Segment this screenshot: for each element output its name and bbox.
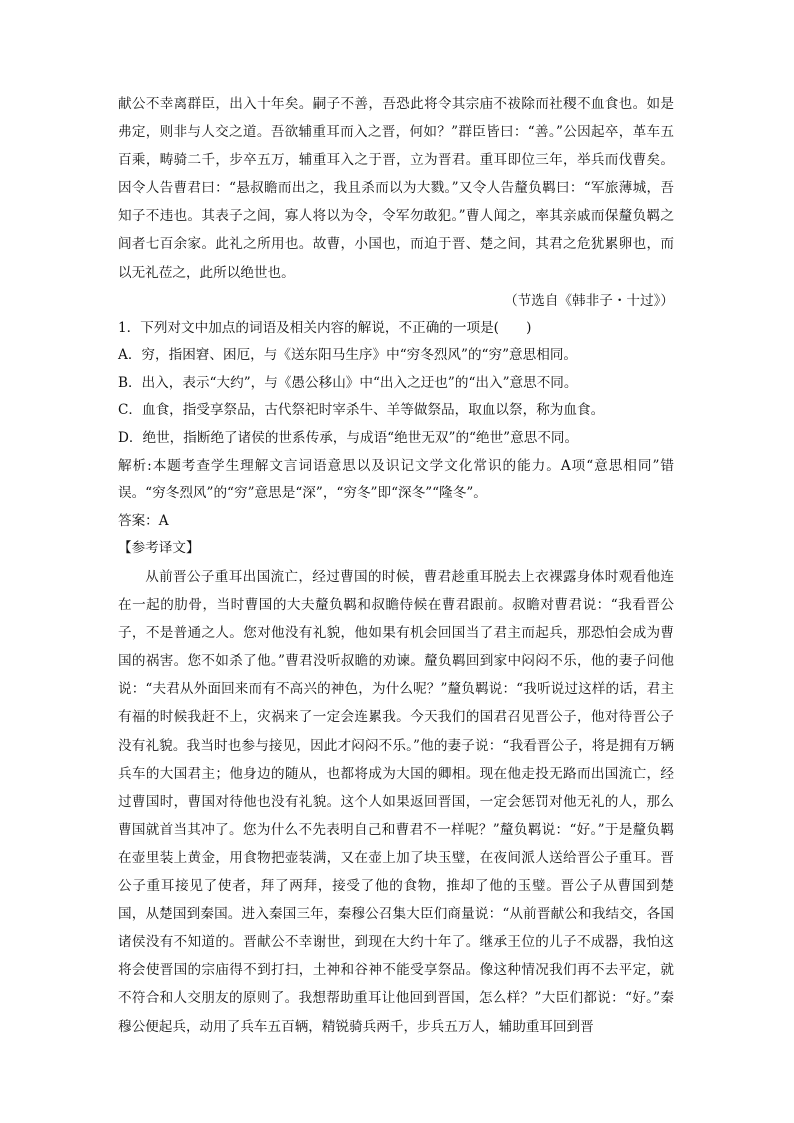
analysis	[118, 453, 674, 508]
option-c: C．血食，指受享祭品，古代祭祀时宰杀牛、羊等做祭品，取血以祭，称为血食。	[118, 402, 605, 419]
translation-heading: 【参考译文】	[118, 540, 200, 557]
analysis-text: 本题考查学生理解文言词语意思以及识记文学文化常识的能力。A项“意思相同”错误。“穷冬烈风”的“穷”意思是“深”，“穷冬”即“深冬”“隆冬”。	[118, 457, 674, 502]
option-d: D．绝世，指断绝了诸侯的世系传承，与成语“绝世无双”的“绝世”意思不同。	[118, 430, 579, 447]
answer-value: A	[158, 512, 169, 529]
translation-text: 从前晋公子重耳出国流亡，经过曹国的时候，曹君趁重耳脱去上衣裸露身体时观看他连在一起的肋骨，当时曹国的大夫釐负羁和叔瞻侍候在曹君跟前。叔瞻对曹君说：“我看晋公子，不是普通之人。您对他没有礼貌，他如果有机会回国当了君主而起兵，那恐怕会成为曹国的祸害。您不如杀了他。”曹君没听叔瞻的劝谏。釐负羁回到家中闷闷不乐，他的妻子问他说：“夫君从外面回来而有不高兴的神色，为什么呢？”釐负羁说：“我听说过这样的话，君主有福的时候我赶不上，灾祸来了一定会连累我。今天我们的国君召见晋公子，他对待晋公子没有礼貌。我当时也参与接见，因此才闷闷不乐。”他的妻子说：“我看晋公子，将是拥有万辆兵车的大国君主；他身边的随从，也都将成为大国的卿相。现在他走投无路而出国流亡，经过曹国时，曹国对待他也没有礼貌。这个人如果返回晋国，一定会惩罚对他无礼的人，那么曹国就首当其冲了。您为什么不先表明自己和曹君不一样呢？”釐负羁说：“好。”于是釐负羁在壶里装上黄金，用食物把壶装满，又在壶上加了块玉璧，在夜间派人送给晋公子重耳。晋公子重耳接见了使者，拜了两拜，接受了他的食物，推却了他的玉璧。晋公子从曹国到楚国，从楚国到秦国。进入秦国三年，秦穆公召集大臣们商量说：“从前晋献公和我结交，各国诸侯没有不知道的。晋献公不幸谢世，到现在大约十年了。继承王位的儿子不成器，我怕这将会使晋国的宗庙得不到打扫，土神和谷神不能受享祭品。像这种情况我们再不去平定，就不符合和人交朋友的原则了。我想帮助重耳让他回到晋国，怎么样？”大臣们都说：“好。”秦穆公便起兵，动用了兵车五百辆，精锐骑兵两千，步兵五万人，辅助重耳回到晋	[118, 569, 674, 1035]
question-stem: 1．下列对文中加点的词语及相关内容的解说，不正确的一项是( )	[118, 319, 532, 336]
answer	[118, 508, 674, 536]
document-body	[118, 90, 674, 1041]
answer-label: 答案：	[118, 512, 159, 529]
option-a: A．穷，指困窘、困厄，与《送东阳马生序》中“穷冬烈风”的“穷”意思相同。	[118, 347, 578, 364]
passage-text: 献公不幸离群臣，出入十年矣。嗣子不善，吾恐此将令其宗庙不祓除而社稷不血食也。如是弗定，则非与人交之道。吾欲辅重耳而入之晋，何如？”群臣皆曰：“善。”公因起卒，革车五百乘，畴骑二千，步卒五万，辅重耳入之于晋，立为晋君。重耳即位三年，举兵而伐曹矣。因令人告曹君曰：“悬叔瞻而出之，我且杀而以为大戮。”又令人告釐负羁曰：“军旅薄城，吾知子不违也。其表子之闾，寡人将以为令，令军勿敢犯。”曹人闻之，率其亲戚而保釐负羁之闾者七百余家。此礼之所用也。故曹，小国也，而迫于晋、楚之间，其君之危犹累卵也，而以无礼莅之，此所以绝世也。	[118, 96, 674, 281]
passage-source: （节选自《韩非子・十过》）	[504, 292, 674, 309]
analysis-label: 解析:	[118, 457, 152, 474]
option-b: B．出入，表示“大约”，与《愚公移山》中“出入之迂也”的“出入”意思不同。	[118, 374, 578, 391]
